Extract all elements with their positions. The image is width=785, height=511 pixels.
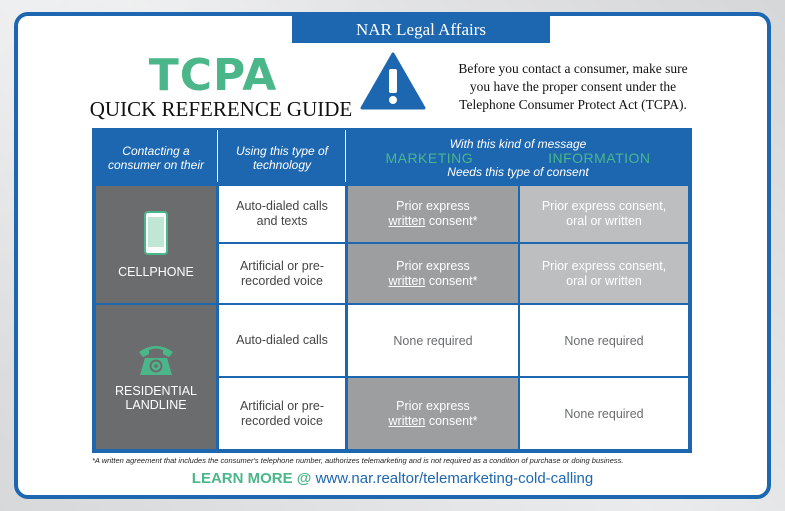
cell-text: None required <box>564 333 644 348</box>
intro-line: Telephone Consumer Protect Act (TCPA). <box>459 97 687 112</box>
header-tab: NAR Legal Affairs <box>292 16 550 43</box>
cell-text: Prior express <box>396 258 470 273</box>
cell-text <box>389 414 478 429</box>
cell-text-tail: consent* <box>425 413 478 428</box>
information-label: INFORMATION <box>548 150 651 166</box>
information-consent-cell <box>520 186 688 242</box>
cell-text: Artificial or pre- <box>239 258 325 273</box>
cell-text <box>389 274 478 289</box>
cell-text: and texts <box>256 214 308 228</box>
column-header-contact <box>96 132 216 184</box>
header-text: With this kind of message <box>449 137 587 151</box>
group-label: RESIDENTIAL <box>115 384 197 398</box>
page-subtitle: QUICK REFERENCE GUIDE <box>89 97 353 121</box>
information-consent-cell <box>520 378 688 449</box>
marketing-consent-cell <box>348 378 518 449</box>
information-consent-cell <box>520 244 688 303</box>
column-header-message <box>348 132 688 184</box>
marketing-consent-cell <box>348 244 518 303</box>
cellphone-icon <box>143 211 169 255</box>
cell-text: oral or written <box>566 273 642 288</box>
tech-cell <box>219 186 345 242</box>
header-text: technology <box>252 158 312 172</box>
row-group-landline <box>96 305 216 449</box>
intro-line: Before you contact a consumer, make sure <box>458 61 688 76</box>
header-divider <box>345 130 346 182</box>
cell-text: Prior express <box>396 199 470 213</box>
cell-text: Prior express <box>396 398 470 413</box>
header-divider <box>217 130 218 182</box>
underlined-text: written <box>388 413 426 428</box>
cell-text: Auto-dialed calls <box>236 199 328 213</box>
cell-text: None required <box>393 333 473 348</box>
underlined-text: written <box>388 214 426 228</box>
cell-text-tail: consent* <box>425 214 478 228</box>
underlined-text: written <box>388 273 426 288</box>
cell-text: recorded voice <box>241 273 323 288</box>
cell-text: oral or written <box>566 214 642 228</box>
cell-text: Artificial or pre- <box>239 398 325 413</box>
telephone-icon <box>136 342 176 376</box>
footnote: *A written agreement that includes the consumer's telephone number, authorizes telemarketing and is not required as a condition of purchase or doing business. <box>92 456 624 465</box>
cell-text: Prior express consent, <box>541 258 667 273</box>
cell-text: recorded voice <box>241 413 323 428</box>
information-consent-cell <box>520 305 688 376</box>
learn-more-url[interactable]: www.nar.realtor/telemarketing-cold-calling <box>311 470 594 487</box>
learn-more-link[interactable] <box>140 470 645 487</box>
cell-text: Auto-dialed calls <box>236 333 328 347</box>
intro-text <box>428 60 718 114</box>
cell-text: None required <box>564 406 644 421</box>
group-label: CELLPHONE <box>118 264 194 279</box>
cell-text-tail: consent* <box>425 273 478 288</box>
tech-cell <box>219 378 345 449</box>
learn-more-label: LEARN MORE @ <box>191 470 312 487</box>
column-header-technology <box>219 132 345 184</box>
consent-table <box>92 128 692 453</box>
marketing-label: MARKETING <box>385 150 474 166</box>
cell-text <box>389 214 478 229</box>
row-group-cellphone <box>96 186 216 303</box>
marketing-consent-cell <box>348 186 518 242</box>
header-text: consumer on their <box>107 158 205 172</box>
marketing-consent-cell <box>348 305 518 376</box>
header-text: Needs this type of consent <box>447 165 589 179</box>
message-types <box>348 151 688 165</box>
cell-text: Prior express consent, <box>541 199 667 213</box>
page-title: TCPA <box>148 50 278 101</box>
header-text: Contacting a <box>122 144 190 158</box>
tech-cell <box>219 305 345 376</box>
header-text: Using this type of <box>235 144 329 158</box>
group-label: LANDLINE <box>125 398 187 412</box>
tech-cell <box>219 244 345 303</box>
warning-icon <box>360 52 426 110</box>
intro-line: you have the proper consent under the <box>469 79 677 94</box>
